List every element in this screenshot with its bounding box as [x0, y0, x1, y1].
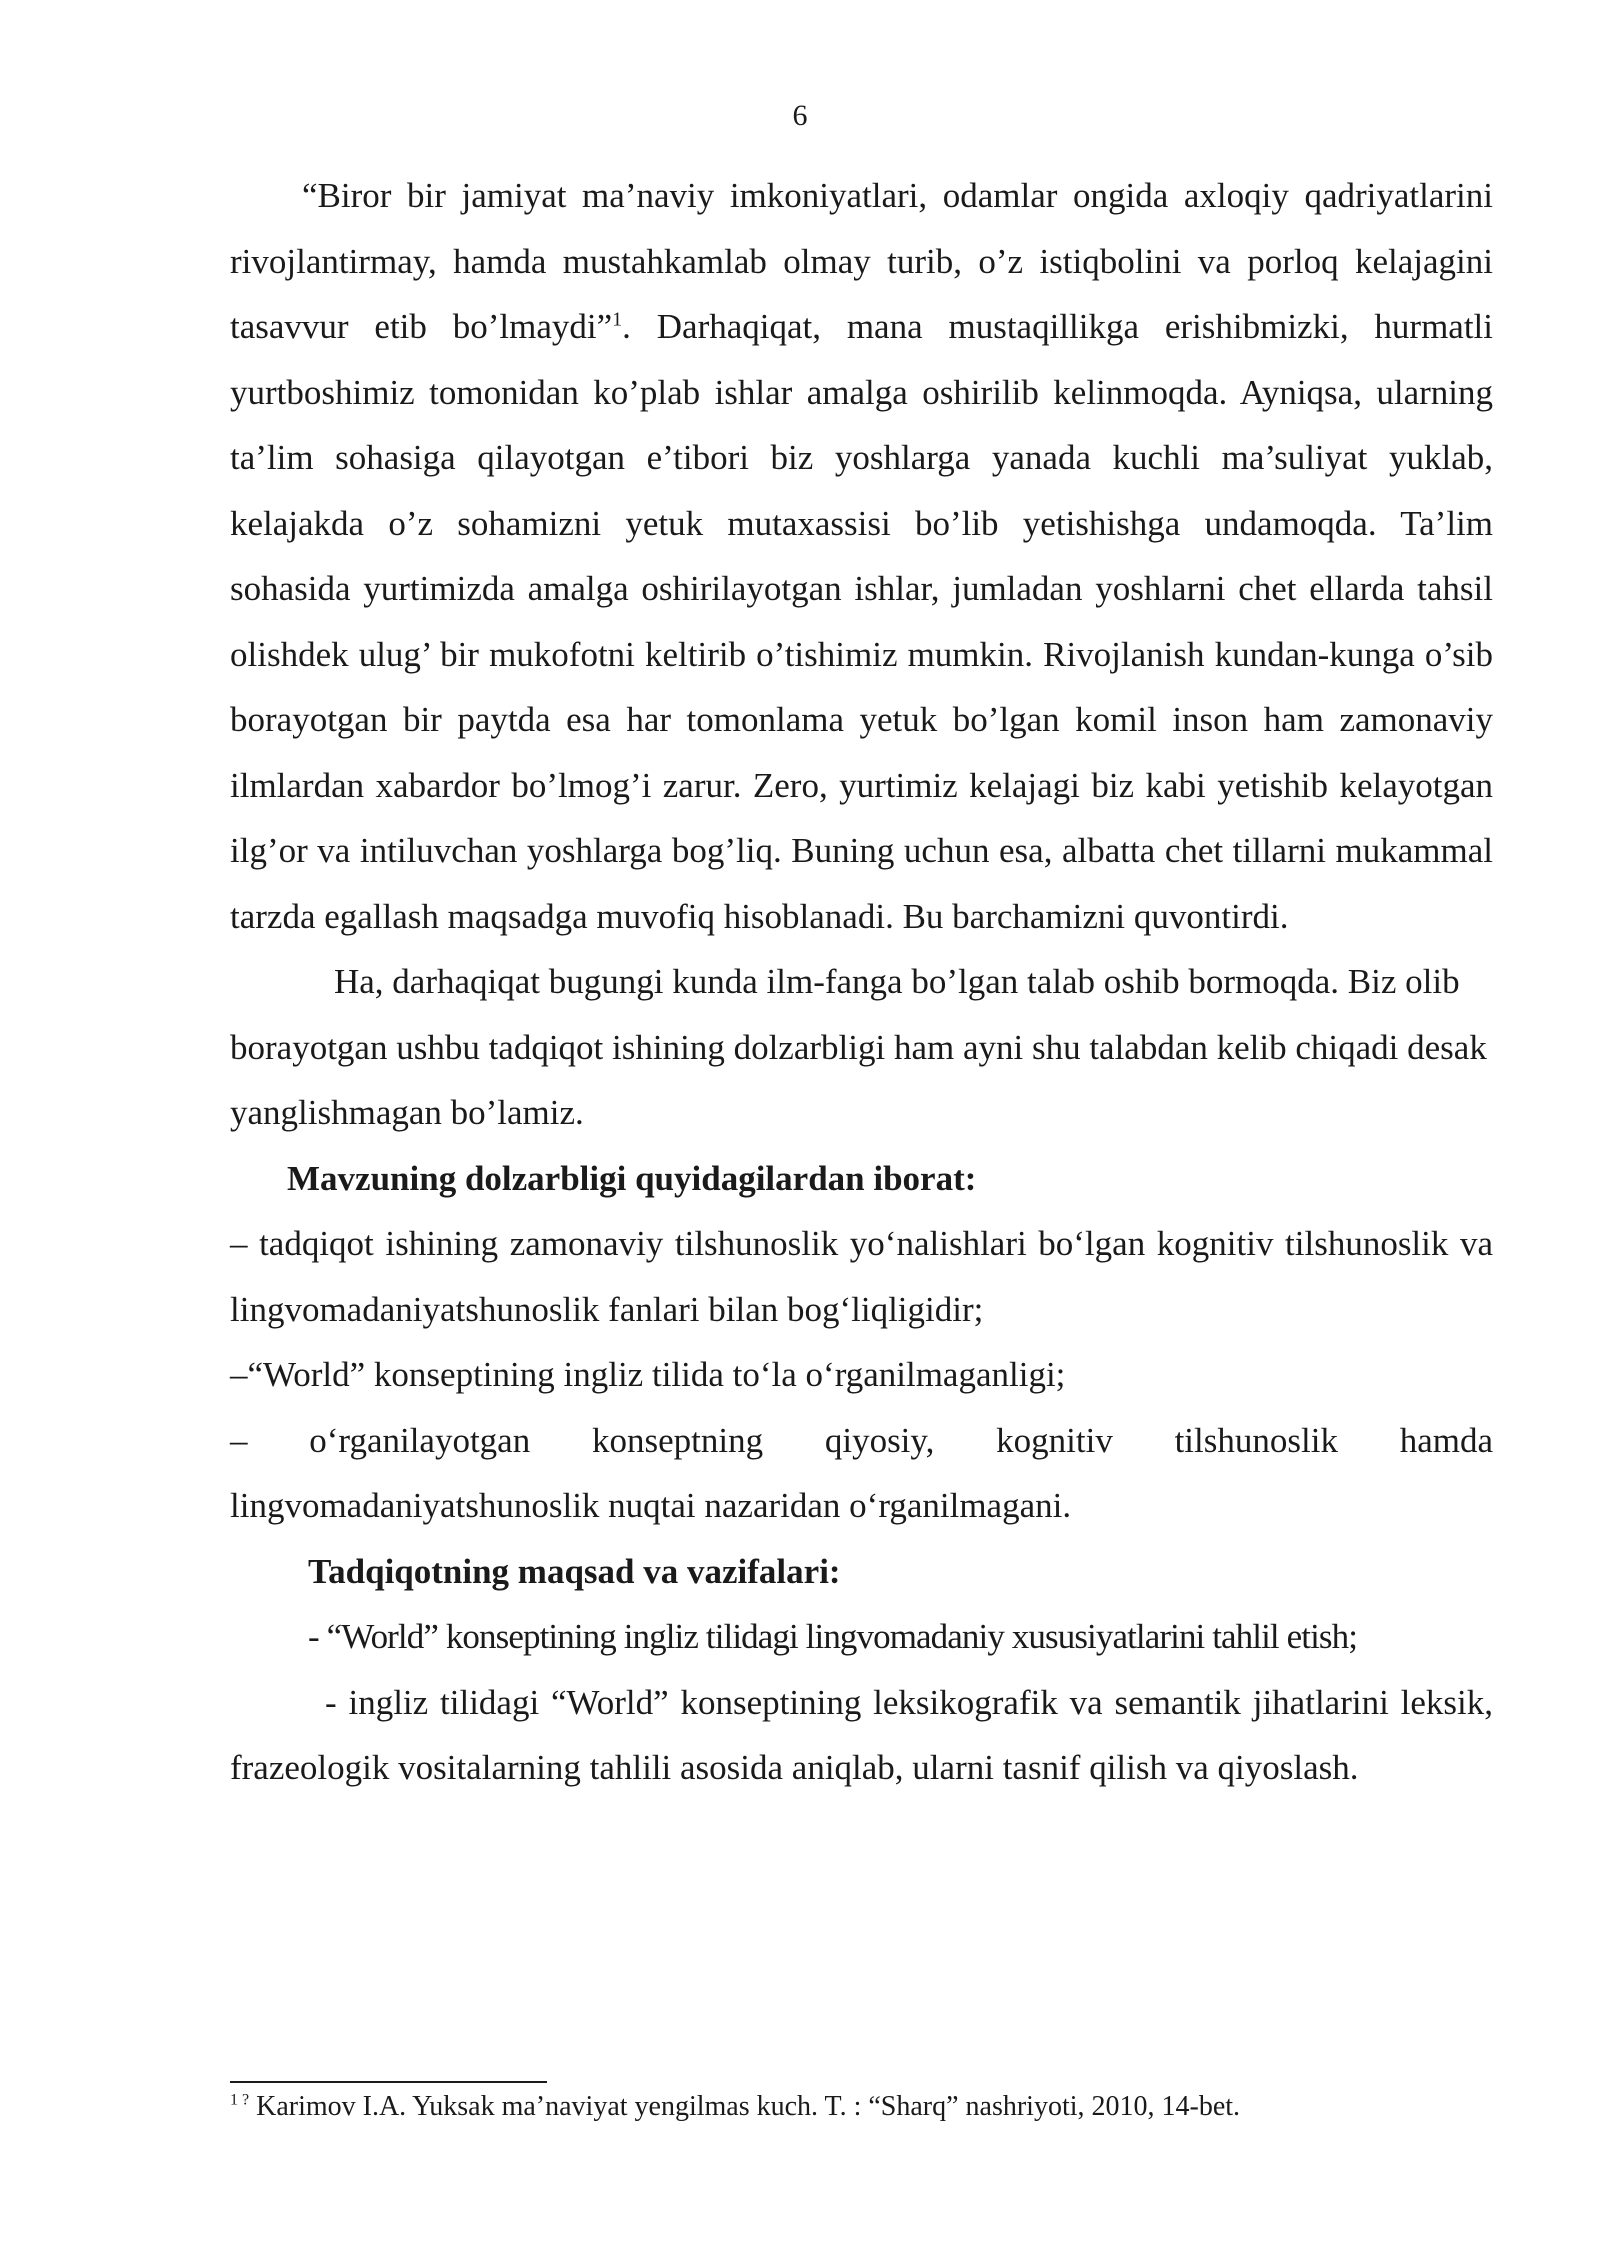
relevance-item: –“World” konseptining ingliz tilida to‘la o‘rganilmaganligi; [230, 1355, 1066, 1394]
footnote-reference[interactable]: 1 [612, 308, 623, 331]
relevance-item: – tadqiqot ishining zamonaviy tilshunoslik yo‘nalishlari bo‘lgan kognitiv tilshunoslik va lingvomadaniyatshunoslik fanlari bilan bog‘liqligidir; [230, 1224, 1493, 1329]
relevance-heading: Mavzuning dolzarbligi quyidagilardan iborat: [287, 1158, 977, 1198]
relevance-paragraph: Ha, darhaqiqat bugungi kunda ilm-fanga bo’lgan talab oshib bormoqda. Biz olib borayotgan ushbu tadqiqot ishining dolzarbligi ham ayni shu talabdan kelib chiqadi desak yanglishmagan bo’lamiz. [230, 962, 1487, 1132]
document-body [230, 163, 1493, 1801]
quote-text: “Biror bir jamiyat ma’naviy imkoniyatlari, odamlar ongida axloqiy qadriyatlarini rivojlantirmay, hamda mustahkamlab olmay turib, o’z istiqbolini va porloq kelajagini tasavvur etib bo’lmaydi” [230, 176, 1493, 346]
footnote [230, 2087, 1493, 2127]
quote-continuation: . Darhaqiqat, mana mustaqillikga erishibmizki, hurmatli yurtboshimiz tomonidan ko’plab ishlar amalga oshirilib kelinmoqda. Ayniqsa, ularning ta’lim sohasiga qilayotgan e’tibori biz yoshlarga yanada kuchli ma’suliyat yuklab, kelajakda o’z sohamizni yetuk mutaxassisi bo’lib yetishishga undamoqda. Ta’lim sohasida yurtimizda amalga oshirilayotgan ishlar, jumladan yoshlarni chet ellarda tahsil olishdek ulug’ bir mukofotni keltirib o’tishimiz mumkin. Rivojlanish kundan-kunga o’sib borayotgan bir paytda esa har tomonlama yetuk bo’lgan komil inson ham zamonaviy ilmlardan xabardor bo’lmog’i zarur. Zero, yurtimiz kelajagi biz kabi yetishib kelayotgan ilg’or va intiluvchan yoshlarga bog’liq. Buning uchun esa, albatta chet tillarni mukammal tarzda egallash maqsadga muvofiq hisoblanadi. Bu barchamizni quvontirdi. [230, 307, 1493, 936]
relevance-item: – o‘rganilayotgan konseptning qiyosiy, kognitiv tilshunoslik hamda lingvomadaniyatshunoslik nuqtai nazaridan o‘rganilmagani. [230, 1420, 1493, 1525]
goal-item: - “World” konseptining ingliz tilidagi lingvomadaniy xususiyatlarini tahlil etish; [308, 1617, 1358, 1656]
footnote-marks: 1 ? [230, 2091, 250, 2109]
goals-heading: Tadqiqotning maqsad va vazifalari: [308, 1551, 841, 1591]
quote-paragraph [230, 163, 1493, 949]
footnote-text: Karimov I.A. Yuksak ma’naviyat yengilmas kuch. T. : “Sharq” nashriyoti, 2010, 14-bet. [249, 2091, 1241, 2122]
page-number: 6 [792, 99, 808, 132]
goal-item: - ingliz tilidagi “World” konseptining leksikografik va semantik jihatlarini leksik, frazeologik vositalarning tahlili asosida aniqlab, ularni tasnif qilish va qiyoslash. [230, 1682, 1493, 1787]
footnote-separator [230, 2081, 547, 2083]
